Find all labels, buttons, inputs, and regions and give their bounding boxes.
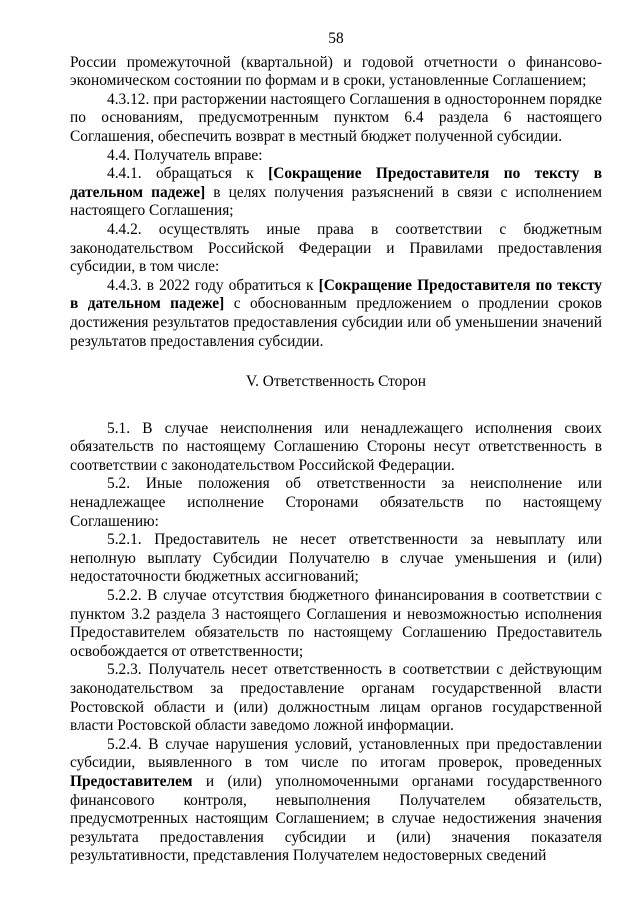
paragraph [70, 54, 602, 91]
text-run: России промежуточной (квартальной) и годовой отчетности о финансово-экономическом состоянии по формам и в сроки, установленные Соглашением; [70, 53, 602, 90]
text-run: в целях получения разъяснений в связи с исполнением настоящего Соглашения; [70, 183, 602, 220]
page-number: 58 [328, 30, 344, 47]
paragraph [70, 165, 602, 221]
paragraph [70, 475, 602, 531]
section-heading: V. Ответственность Сторон [245, 373, 427, 391]
paragraph [70, 221, 602, 277]
paragraph [70, 277, 602, 351]
text-run: 5.2.3. Получатель несет ответственность в соответствии с действующим законодательством за предоставление органам государственной власти Ростовской области и (или) должностным лицам органов государственной власти Ростовской области заведомо ложной информации. [70, 661, 602, 735]
paragraph [70, 147, 602, 166]
section-v-body [70, 420, 602, 866]
text-run: 5.1. В случае неисполнения или ненадлежащего исполнения своих обязательств по настоящему Соглашению Стороны несут ответственность в соответствии с законодательством Российской Федерации. [70, 419, 602, 474]
text-run: 4.4.3. в 2022 году обратиться к [107, 276, 319, 294]
text-run: 4.3.12. при расторжении настоящего Соглашения в одностороннем порядке по основаниям, предусмотренным пунктом 6.4 раздела 6 настоящего Соглашения, обеспечить возврат в местный бюджет полученной субсидии. [70, 90, 602, 145]
bold-text: [Сокращение Предоставителя по тексту в дательном падеже] [70, 276, 602, 313]
text-run: 4.4.1. обращаться к [107, 165, 269, 183]
paragraph [70, 661, 602, 735]
text-run: 5.2. Иные положения об ответственности за неисполнение или ненадлежащее исполнение Сторонами обязательств по настоящему Соглашению: [70, 475, 602, 530]
text-run: 5.2.2. В случае отсутствия бюджетного финансирования в соответствии с пунктом 3.2 раздела 3 настоящего Соглашения и невозможностью исполнения Предоставителем обязательств по настоящему Соглашению Предоставитель освобождается от ответственности; [70, 587, 602, 660]
text-run: 5.2.1. Предоставитель не несет ответственности за невыплату или неполную выплату Субсидии Получателю в случае уменьшения и (или) недостаточности бюджетных ассигнований; [70, 531, 602, 586]
section-iv-continuation [70, 54, 602, 352]
paragraph [70, 91, 602, 147]
text-run: 4.4. Получатель вправе: [107, 146, 263, 164]
text-run: и (или) уполномоченными органами государственного финансового контроля, невыполнения Получателем обязательств, предусмотренных настоящим Соглашением; в случае недостижения значения результата предоставления субсидии и (или) значения показателя результативности, представления Получателем недостоверных сведений [70, 772, 602, 865]
paragraph [70, 531, 602, 587]
text-run: 5.2.4. В случае нарушения условий, установленных при предоставлении субсидии, выявленного в том числе по итогам проверок, проведенных [70, 735, 602, 772]
paragraph [70, 736, 602, 866]
document-page [70, 30, 602, 866]
text-run: 4.4.2. осуществлять иные права в соответствии с бюджетным законодательством Российской Федерации и Правилами предоставления субсидии, в том числе: [70, 220, 602, 276]
bold-text: Предоставителем [70, 772, 193, 790]
bold-text: [Сокращение Предоставителя по тексту в дательном падеже] [70, 165, 603, 201]
text-run: с обоснованным предложением о продлении сроков достижения результатов предоставления субсидии или об уменьшении значений результатов предоставления субсидии. [70, 295, 602, 350]
paragraph [70, 587, 602, 661]
paragraph [70, 420, 602, 476]
